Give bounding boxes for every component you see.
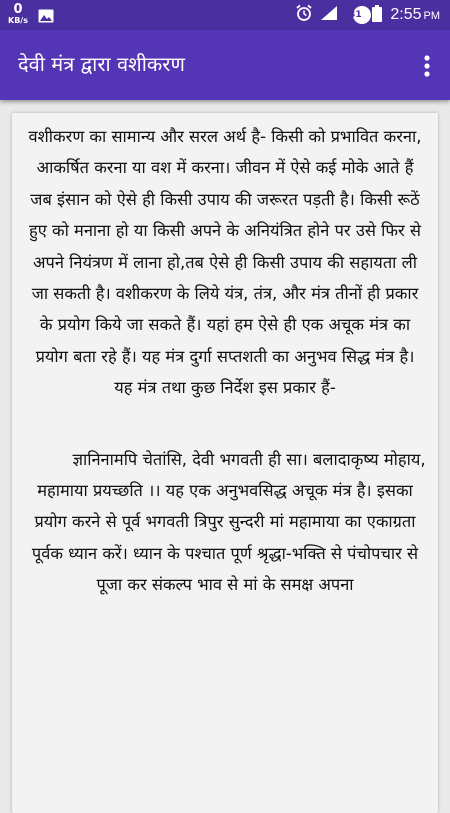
alarm-icon xyxy=(288,4,313,26)
clock-ampm: PM xyxy=(423,10,440,22)
network-speed-unit: KB/s xyxy=(8,16,28,25)
paragraph-gap xyxy=(12,404,438,436)
content-paragraph-1: वशीकरण का सामान्य और सरल अर्थ है- किसी को प्रभावित करना, आकर्षित करना या वश में करना। जीवन में ऐसे कई मोके आते हैं जब इंसान को ऐसे ही किसी उपाय की जरूरत पड़ती है। किसी रूठें हुए को मनाना हो या किसी अपने के अनियंत्रित होने पर उसे फिर से अपने नियंत्रण में लाना हो,तब ऐसे ही किसी उपाय की सहायता ली जा सकती है। वशीकरण के लिये यंत्र, तंत्र, और मंत्र तीनों ही प्रकार के प्रयोग किये जा सकते हैं। यहां हम ऐसे ही एक अचूक मंत्र का प्रयोग बता रहे हैं। यह मंत्र दुर्गा सप्तशती का अनुभव सिद्ध मंत्र है। यह मंत्र तथा कुछ निर्देश इस प्रकार हैं- xyxy=(28,127,422,398)
calendar-day: 31 xyxy=(349,10,362,20)
status-clock xyxy=(390,6,440,24)
app-title: देवी मंत्र द्वारा वशीकरण xyxy=(18,52,185,76)
network-speed-value: 0 xyxy=(13,2,23,17)
status-bar xyxy=(0,0,450,30)
status-left xyxy=(8,3,54,25)
content-card[interactable] xyxy=(12,113,438,813)
overflow-menu-button[interactable] xyxy=(410,44,444,88)
more-vert-icon xyxy=(424,55,430,77)
image-notification-icon xyxy=(38,8,54,22)
calendar-notification-icon xyxy=(345,5,365,25)
app-bar xyxy=(0,30,450,100)
content-paragraph-2: ज्ञानिनामपि चेतांसि, देवी भगवती ही सा। बलादाकृष्य मोहाय, महामाया प्रयच्छति ।। यह एक अनुभवसिद्ध अचूक मंत्र है। इसका प्रयोग करने से पूर्व भगवती त्रिपुर सुन्दरी मां महामाया का एकाग्रता पूर्वक ध्यान करें। ध्यान के पश्चात पूर्ण श्रृद्धा-भक्ति से पंचोपचार से पूजा कर संकल्प भाव से मां के समक्ष अपना xyxy=(31,449,426,595)
status-right xyxy=(288,0,440,30)
wifi-signal-icon xyxy=(313,5,338,25)
clock-time: 2:55 xyxy=(390,6,422,23)
network-speed-indicator xyxy=(8,3,28,25)
